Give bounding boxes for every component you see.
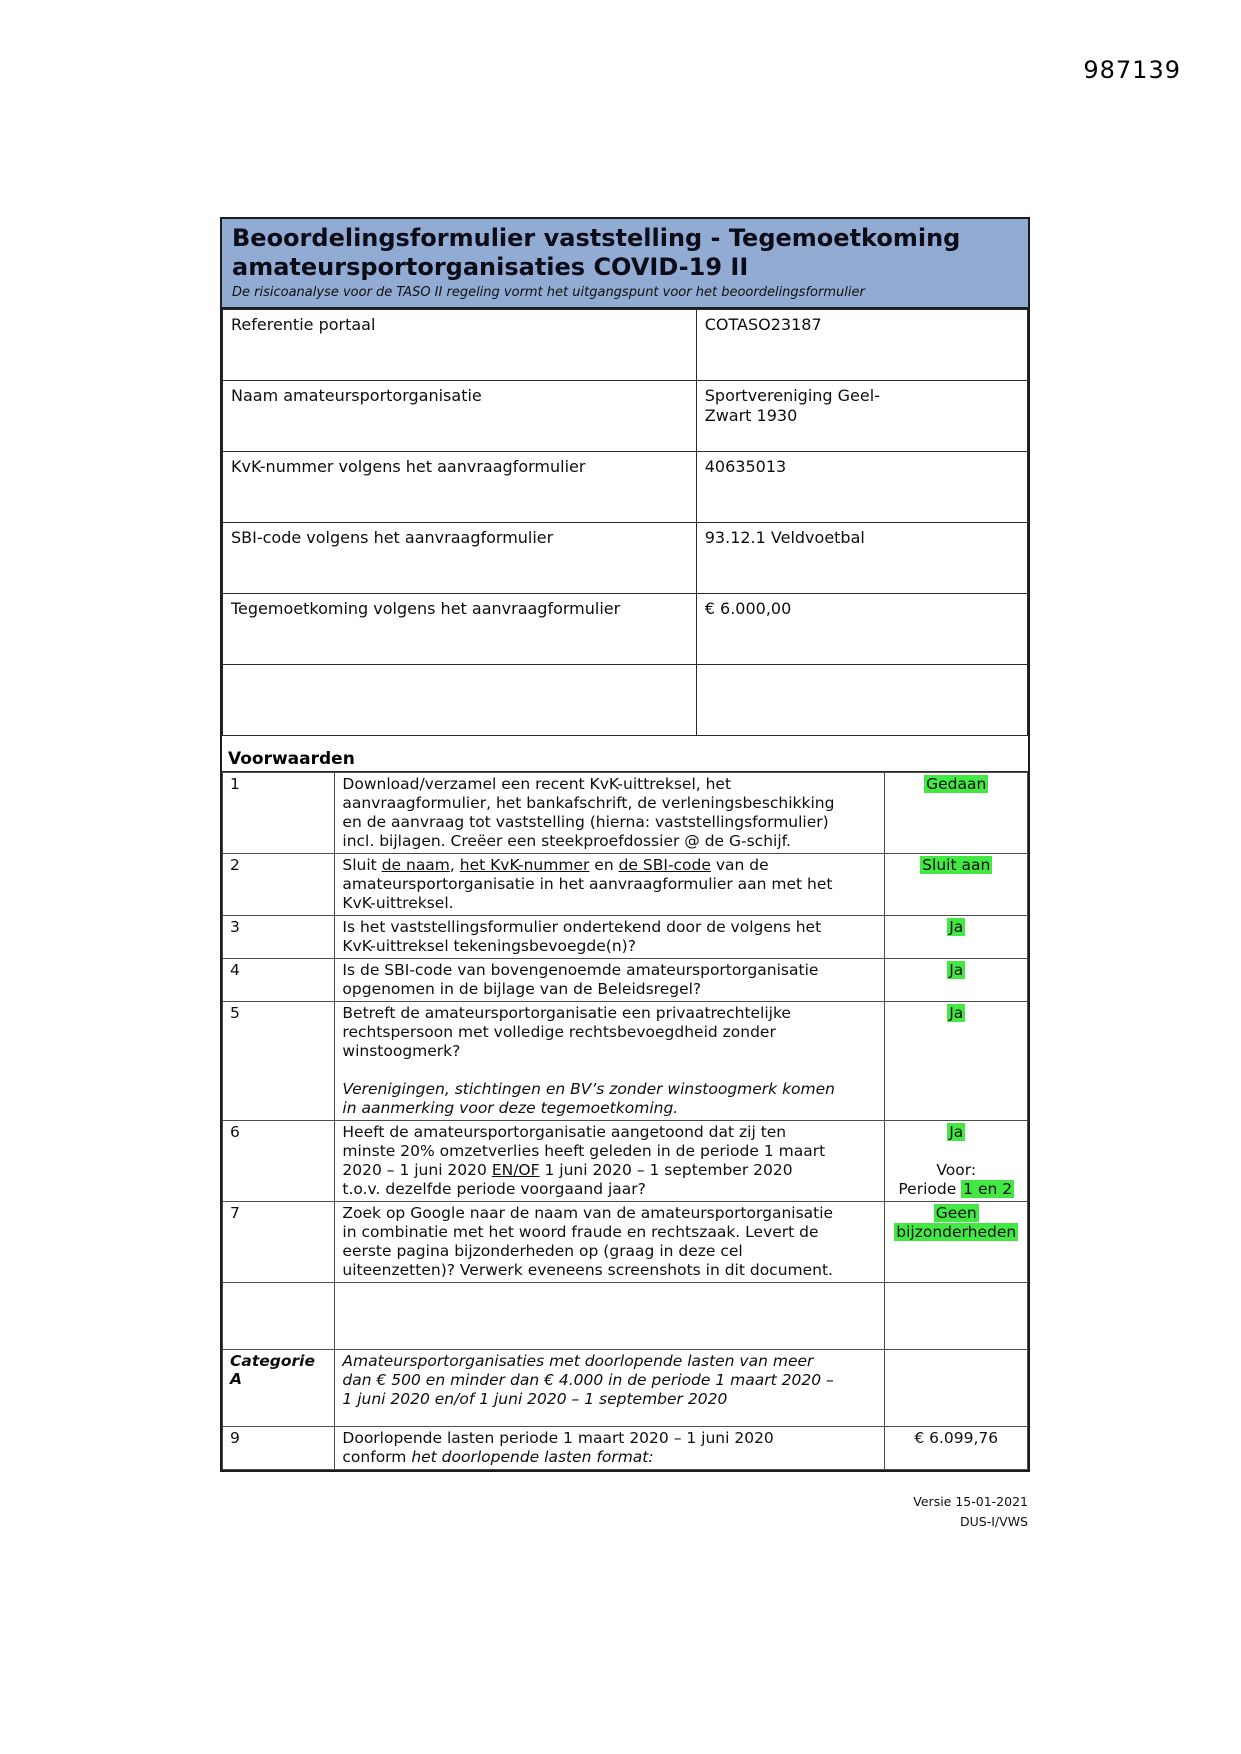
- condition-description: Amateursportorganisaties met doorlopende lasten van meer dan € 500 en minder dan € 4.000 in de periode 1 maart 2020 – 1 juni 2020 en/of 1 juni 2020 – 1 september 2020: [335, 1349, 885, 1426]
- info-value: 40635013: [696, 451, 1027, 522]
- condition-description: Betreft de amateursportorganisatie een privaatrechtelijke rechtspersoon met volledige rechtsbevoegdheid zonder winstoogmerk? Verenigingen, stichtingen en BV’s zonder winstoogmerk komen in aanmerking voor deze tegemoetkoming.: [335, 1001, 885, 1120]
- info-label: Tegemoetkoming volgens het aanvraagformulier: [223, 593, 697, 664]
- status-highlight: Geen: [935, 1203, 977, 1222]
- condition-description: Zoek op Google naar de naam van de amateursportorganisatie in combinatie met het woord fraude en rechtszaak. Levert de eerste pagina bijzonderheden op (graag in deze cel uiteenzetten)? Verwerk eveneens screenshots in dit document.: [335, 1201, 885, 1282]
- condition-description: [335, 1282, 885, 1349]
- doc-title: Beoordelingsformulier vaststelling - Tegemoetkoming amateursportorganisaties COVID-19 II: [232, 224, 961, 282]
- condition-row: [223, 958, 1028, 1001]
- condition-row: [223, 915, 1028, 958]
- info-label: SBI-code volgens het aanvraagformulier: [223, 522, 697, 593]
- status-highlight: Sluit aan: [922, 855, 991, 874]
- condition-status: € 6.099,76: [885, 1426, 1028, 1469]
- info-row: [223, 522, 1028, 593]
- info-label: [223, 664, 697, 735]
- condition-number: [223, 1282, 335, 1349]
- condition-number: 2: [223, 853, 335, 915]
- condition-row: [223, 1426, 1028, 1469]
- conditions-table-body: [223, 772, 1028, 1469]
- condition-status: [885, 1001, 1028, 1120]
- info-table-body: [223, 309, 1028, 735]
- condition-number: 7: [223, 1201, 335, 1282]
- info-value: COTASO23187: [696, 309, 1027, 380]
- info-row: [223, 593, 1028, 664]
- status-highlight: Ja: [949, 1122, 964, 1141]
- status-highlight: bijzonderheden: [896, 1222, 1017, 1241]
- condition-number: 9: [223, 1426, 335, 1469]
- info-value: Sportvereniging Geel- Zwart 1930: [696, 380, 1027, 451]
- section-heading: Voorwaarden: [222, 736, 1028, 772]
- footer-org: DUS-I/VWS: [960, 1514, 1028, 1529]
- condition-row: [223, 772, 1028, 853]
- condition-description: Download/verzamel een recent KvK-uittreksel, het aanvraagformulier, het bankafschrift, de verleningsbeschikking en de aanvraag tot vaststelling (hierna: vaststellingsformulier) incl. bijlagen. Creëer een steekproefdossier @ de G-schijf.: [335, 772, 885, 853]
- condition-description: Is het vaststellingsformulier ondertekend door de volgens het KvK-uittreksel tekeningsbevoegde(n)?: [335, 915, 885, 958]
- status-highlight: Ja: [949, 1003, 964, 1022]
- doc-subtitle: De risicoanalyse voor de TASO II regeling vormt het uitgangspunt voor het beoordelingsformulier: [232, 284, 865, 300]
- condition-description: Is de SBI-code van bovengenoemde amateursportorganisatie opgenomen in de bijlage van de Beleidsregel?: [335, 958, 885, 1001]
- info-table: [222, 309, 1028, 736]
- condition-number: Categorie A: [223, 1349, 335, 1426]
- condition-status: [885, 1349, 1028, 1426]
- condition-number: 4: [223, 958, 335, 1001]
- condition-row: [223, 1349, 1028, 1426]
- condition-status: [885, 772, 1028, 853]
- info-label: Referentie portaal: [223, 309, 697, 380]
- conditions-table: [222, 772, 1028, 1470]
- doc-header: [222, 219, 1028, 309]
- condition-row: [223, 1201, 1028, 1282]
- status-highlight: 1 en 2: [963, 1179, 1013, 1198]
- info-row: [223, 309, 1028, 380]
- status-highlight: Ja: [949, 960, 964, 979]
- assessment-form: [220, 217, 1030, 1472]
- condition-description: Sluit de naam, het KvK-nummer en de SBI-code van de amateursportorganisatie in het aanvraagformulier aan met het KvK-uittreksel.: [335, 853, 885, 915]
- info-value: [696, 664, 1027, 735]
- info-row: [223, 664, 1028, 735]
- info-row: [223, 451, 1028, 522]
- info-label: Naam amateursportorganisatie: [223, 380, 697, 451]
- condition-description: Heeft de amateursportorganisatie aangetoond dat zij ten minste 20% omzetverlies heeft geleden in de periode 1 maart 2020 – 1 juni 2020 EN/OF 1 juni 2020 – 1 september 2020 t.o.v. dezelfde periode voorgaand jaar?: [335, 1120, 885, 1201]
- footer: [913, 1492, 1028, 1532]
- condition-row: [223, 1001, 1028, 1120]
- condition-row: [223, 1120, 1028, 1201]
- footer-version: Versie 15-01-2021: [913, 1494, 1028, 1509]
- condition-row: [223, 1282, 1028, 1349]
- info-value: 93.12.1 Veldvoetbal: [696, 522, 1027, 593]
- condition-status: [885, 958, 1028, 1001]
- condition-status: [885, 915, 1028, 958]
- status-highlight: Ja: [949, 917, 964, 936]
- status-highlight: Gedaan: [926, 774, 987, 793]
- condition-number: 3: [223, 915, 335, 958]
- condition-number: 5: [223, 1001, 335, 1120]
- condition-status: [885, 1282, 1028, 1349]
- condition-status: Ja Voor: Periode 1 en 2: [885, 1120, 1028, 1201]
- condition-description: Doorlopende lasten periode 1 maart 2020 – 1 juni 2020 conform het doorlopende lasten format:: [335, 1426, 885, 1469]
- condition-number: 6: [223, 1120, 335, 1201]
- condition-row: [223, 853, 1028, 915]
- info-value: € 6.000,00: [696, 593, 1027, 664]
- condition-status: [885, 1201, 1028, 1282]
- info-row: [223, 380, 1028, 451]
- condition-number: 1: [223, 772, 335, 853]
- page-number: 987139: [1083, 56, 1181, 84]
- condition-status: [885, 853, 1028, 915]
- info-label: KvK-nummer volgens het aanvraagformulier: [223, 451, 697, 522]
